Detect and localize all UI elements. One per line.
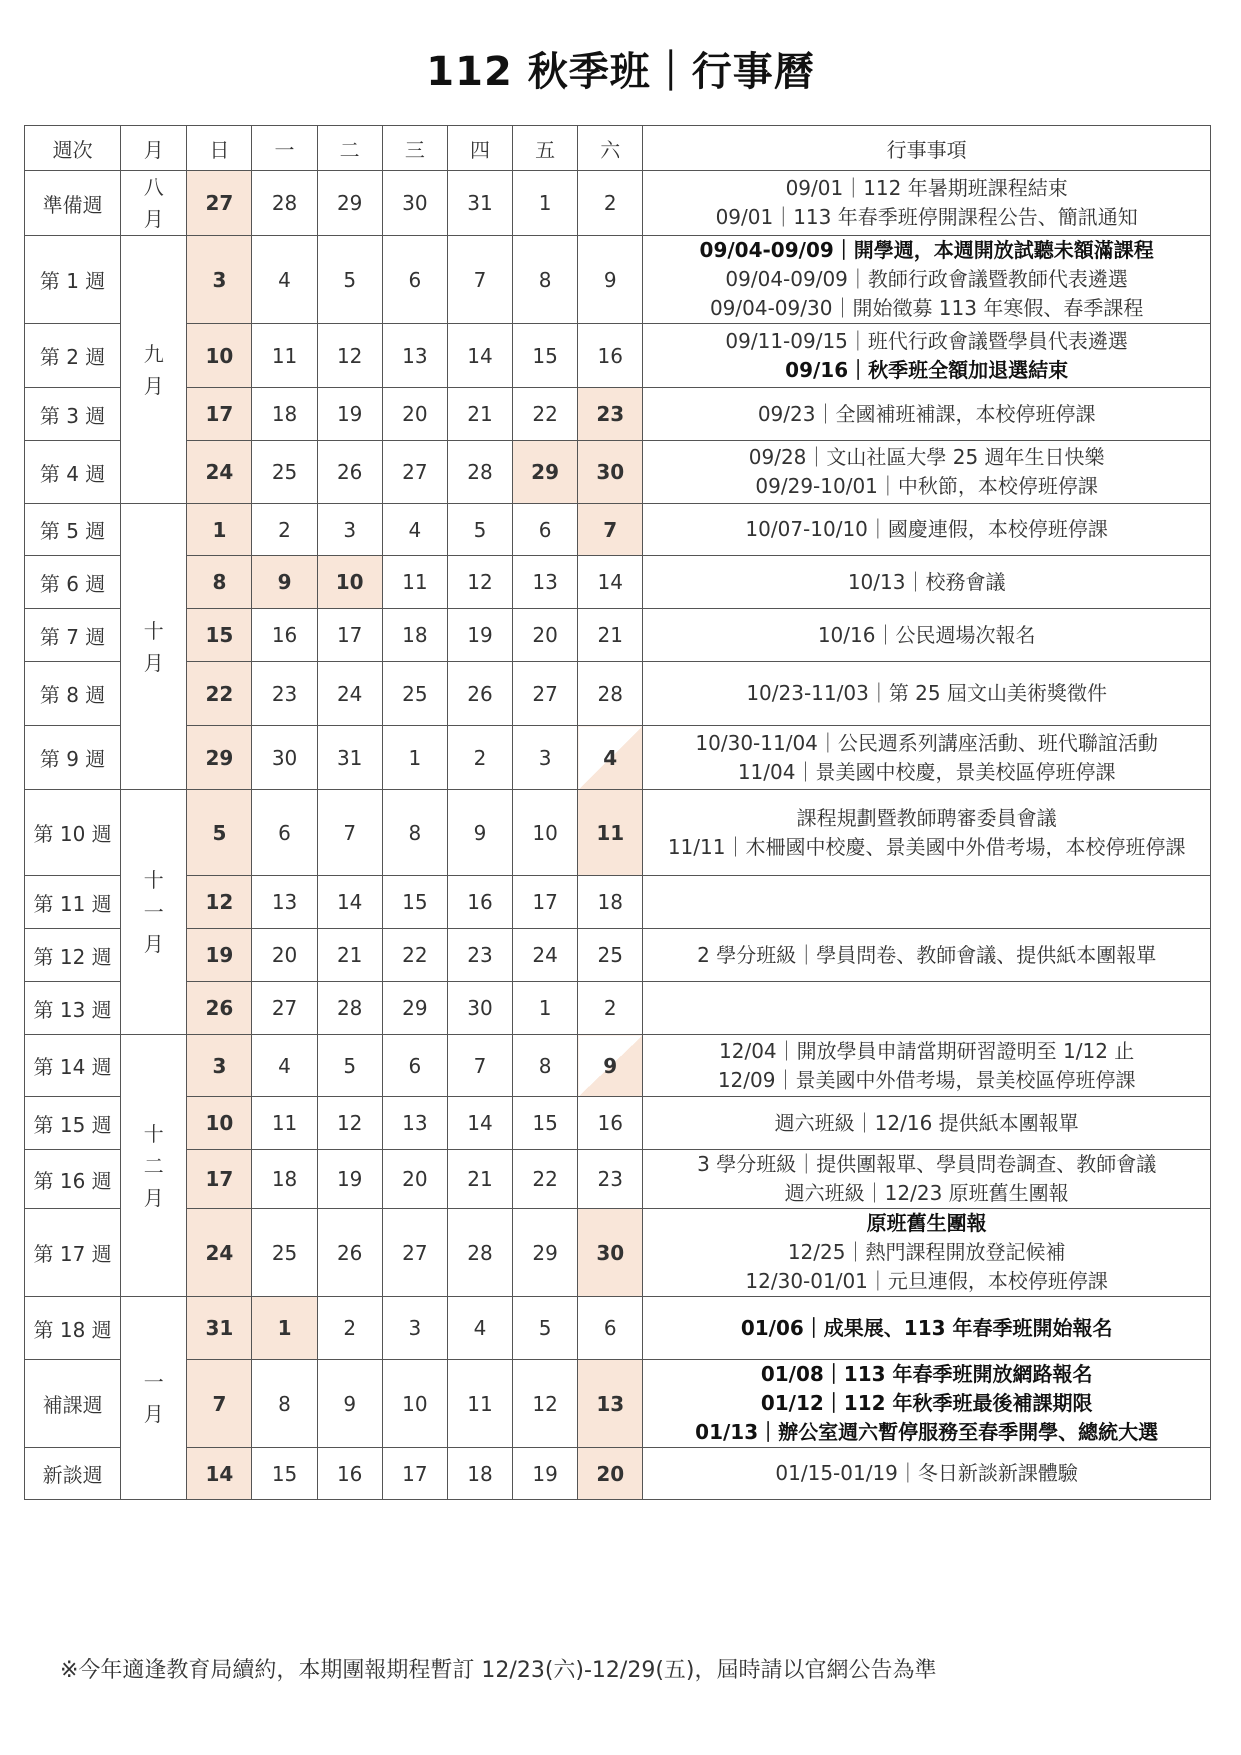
week-label: 補課週 xyxy=(25,1360,121,1448)
day-cell-wed: 22 xyxy=(382,929,447,982)
day-cell-wed: 11 xyxy=(382,556,447,609)
week-row xyxy=(25,441,1211,504)
day-cell-thu: 28 xyxy=(447,441,512,504)
day-cell-fri: 19 xyxy=(513,1448,578,1500)
events-cell xyxy=(643,609,1211,662)
day-cell-wed: 6 xyxy=(382,236,447,324)
day-cell-mon: 11 xyxy=(252,324,317,388)
day-cell-fri: 22 xyxy=(513,388,578,441)
day-cell-sat: 9 xyxy=(578,236,643,324)
event-item: 12/09｜景美國中外借考場，景美校區停班停課 xyxy=(717,1067,1136,1092)
day-cell-thu: 30 xyxy=(447,982,512,1035)
day-cell-sat: 4 xyxy=(578,726,643,790)
event-item: 課程規劃暨教師聘審委員會議 xyxy=(796,805,1057,830)
day-cell-tue: 24 xyxy=(317,662,382,726)
day-cell-sun: 19 xyxy=(187,929,252,982)
events-cell xyxy=(643,726,1211,790)
day-cell-sun: 17 xyxy=(187,388,252,441)
week-label: 新談週 xyxy=(25,1448,121,1500)
week-label: 第 16 週 xyxy=(25,1150,121,1209)
day-cell-thu: 21 xyxy=(447,388,512,441)
day-cell-mon: 4 xyxy=(252,1035,317,1097)
day-cell-sat: 7 xyxy=(578,504,643,556)
day-cell-mon: 16 xyxy=(252,609,317,662)
day-cell-fri: 10 xyxy=(513,790,578,876)
day-cell-tue: 12 xyxy=(317,324,382,388)
day-cell-sat: 16 xyxy=(578,1097,643,1150)
event-item: 09/04-09/30｜開始徵募 113 年寒假、春季課程 xyxy=(709,296,1144,320)
day-cell-sat: 21 xyxy=(578,609,643,662)
week-label: 第 9 週 xyxy=(25,726,121,790)
day-cell-thu: 4 xyxy=(447,1297,512,1360)
day-cell-thu: 18 xyxy=(447,1448,512,1500)
day-cell-mon: 25 xyxy=(252,441,317,504)
week-row xyxy=(25,236,1211,324)
day-cell-sat: 18 xyxy=(578,876,643,929)
week-row xyxy=(25,504,1211,556)
day-cell-tue: 16 xyxy=(317,1448,382,1500)
day-cell-thu: 11 xyxy=(447,1360,512,1448)
day-cell-sun: 27 xyxy=(187,171,252,236)
event-item: 09/11-09/15｜班代行政會議暨學員代表遴選 xyxy=(725,328,1128,353)
event-item: 01/15-01/19｜冬日新談新課體驗 xyxy=(775,1461,1078,1485)
day-cell-sat: 2 xyxy=(578,982,643,1035)
day-cell-sat: 23 xyxy=(578,1150,643,1209)
week-row xyxy=(25,982,1211,1035)
day-cell-sat: 2 xyxy=(578,171,643,236)
day-cell-thu: 14 xyxy=(447,1097,512,1150)
event-item: 11/04｜景美國中校慶，景美校區停班停課 xyxy=(737,759,1116,784)
events-cell xyxy=(643,1035,1211,1097)
events-cell xyxy=(643,1150,1211,1209)
day-cell-mon: 2 xyxy=(252,504,317,556)
day-cell-sun: 3 xyxy=(187,1035,252,1097)
event-item: 01/13｜辦公室週六暫停服務至春季開學、總統大選 xyxy=(695,1420,1159,1444)
week-row xyxy=(25,609,1211,662)
events-cell xyxy=(643,324,1211,388)
day-cell-mon: 18 xyxy=(252,388,317,441)
event-item: 01/08｜113 年春季班開放網路報名 xyxy=(760,1362,1093,1386)
day-cell-tue: 5 xyxy=(317,1035,382,1097)
week-label: 第 2 週 xyxy=(25,324,121,388)
day-cell-thu: 16 xyxy=(447,876,512,929)
day-cell-sat: 14 xyxy=(578,556,643,609)
week-label: 第 15 週 xyxy=(25,1097,121,1150)
page-title: 112 秋季班｜行事曆 xyxy=(426,49,815,95)
week-row xyxy=(25,790,1211,876)
day-cell-tue: 28 xyxy=(317,982,382,1035)
week-label: 第 11 週 xyxy=(25,876,121,929)
day-cell-tue: 17 xyxy=(317,609,382,662)
week-label: 第 13 週 xyxy=(25,982,121,1035)
day-cell-sat: 6 xyxy=(578,1297,643,1360)
event-item: 01/06｜成果展、113 年春季班開始報名 xyxy=(740,1315,1113,1340)
day-cell-wed: 4 xyxy=(382,504,447,556)
day-cell-wed: 30 xyxy=(382,171,447,236)
day-cell-thu: 14 xyxy=(447,324,512,388)
header-sun: 日 xyxy=(187,126,252,171)
day-cell-mon: 11 xyxy=(252,1097,317,1150)
day-cell-thu: 23 xyxy=(447,929,512,982)
week-row xyxy=(25,662,1211,726)
day-cell-sun: 22 xyxy=(187,662,252,726)
day-cell-tue: 12 xyxy=(317,1097,382,1150)
day-cell-wed: 20 xyxy=(382,388,447,441)
day-cell-mon: 6 xyxy=(252,790,317,876)
day-cell-tue: 7 xyxy=(317,790,382,876)
day-cell-sat: 23 xyxy=(578,388,643,441)
events-cell xyxy=(643,1297,1211,1360)
day-cell-thu: 26 xyxy=(447,662,512,726)
day-cell-fri: 8 xyxy=(513,1035,578,1097)
events-cell xyxy=(643,662,1211,726)
day-cell-sat: 28 xyxy=(578,662,643,726)
day-cell-wed: 27 xyxy=(382,1209,447,1297)
event-item: 10/30-11/04｜公民週系列講座活動、班代聯誼活動 xyxy=(695,730,1158,755)
event-item: 09/04-09/09｜教師行政會議暨教師代表遴選 xyxy=(725,267,1128,291)
month-nov: 十 一 月 xyxy=(121,790,187,1035)
day-cell-fri: 15 xyxy=(513,1097,578,1150)
week-label: 準備週 xyxy=(25,171,121,236)
event-item: 10/16｜公民週場次報名 xyxy=(817,622,1036,647)
day-cell-mon: 30 xyxy=(252,726,317,790)
week-row xyxy=(25,1448,1211,1500)
day-cell-mon: 15 xyxy=(252,1448,317,1500)
day-cell-sun: 10 xyxy=(187,1097,252,1150)
day-cell-tue: 19 xyxy=(317,388,382,441)
day-cell-wed: 29 xyxy=(382,982,447,1035)
week-label: 第 3 週 xyxy=(25,388,121,441)
events-cell xyxy=(643,388,1211,441)
events-cell xyxy=(643,441,1211,504)
day-cell-thu: 31 xyxy=(447,171,512,236)
day-cell-mon: 9 xyxy=(252,556,317,609)
week-row xyxy=(25,1035,1211,1097)
day-cell-thu: 7 xyxy=(447,1035,512,1097)
header-sat: 六 xyxy=(578,126,643,171)
day-cell-fri: 29 xyxy=(513,1209,578,1297)
day-cell-fri: 22 xyxy=(513,1150,578,1209)
day-cell-tue: 21 xyxy=(317,929,382,982)
day-cell-wed: 17 xyxy=(382,1448,447,1500)
week-row xyxy=(25,1097,1211,1150)
header-tue: 二 xyxy=(317,126,382,171)
day-cell-sat: 30 xyxy=(578,441,643,504)
events-cell xyxy=(643,876,1211,929)
day-cell-sun: 10 xyxy=(187,324,252,388)
events-cell xyxy=(643,236,1211,324)
day-cell-mon: 27 xyxy=(252,982,317,1035)
week-row xyxy=(25,556,1211,609)
week-label: 第 1 週 xyxy=(25,236,121,324)
day-cell-wed: 6 xyxy=(382,1035,447,1097)
event-item: 09/04-09/09｜開學週，本週開放試聽未額滿課程 xyxy=(699,238,1154,262)
day-cell-sun: 24 xyxy=(187,441,252,504)
day-cell-tue: 26 xyxy=(317,1209,382,1297)
day-cell-sat: 16 xyxy=(578,324,643,388)
day-cell-sun: 31 xyxy=(187,1297,252,1360)
day-cell-fri: 24 xyxy=(513,929,578,982)
day-cell-wed: 10 xyxy=(382,1360,447,1448)
event-item: 週六班級｜12/16 提供紙本團報單 xyxy=(774,1110,1079,1135)
day-cell-tue: 26 xyxy=(317,441,382,504)
week-label: 第 4 週 xyxy=(25,441,121,504)
event-item: 10/13｜校務會議 xyxy=(847,569,1006,594)
day-cell-wed: 13 xyxy=(382,324,447,388)
event-item: 10/07-10/10｜國慶連假，本校停班停課 xyxy=(745,517,1108,541)
event-item: 2 學分班級｜學員問卷、教師會議、提供紙本團報單 xyxy=(697,942,1157,967)
day-cell-sat: 20 xyxy=(578,1448,643,1500)
calendar-table xyxy=(24,125,1211,1500)
event-item: 12/25｜熱門課程開放登記候補 xyxy=(787,1240,1066,1264)
day-cell-mon: 13 xyxy=(252,876,317,929)
header-mon: 一 xyxy=(252,126,317,171)
month-aug: 八 月 xyxy=(121,171,187,236)
header-row xyxy=(25,126,1211,171)
day-cell-thu: 2 xyxy=(447,726,512,790)
week-row xyxy=(25,171,1211,236)
day-cell-wed: 27 xyxy=(382,441,447,504)
day-cell-wed: 15 xyxy=(382,876,447,929)
day-cell-mon: 8 xyxy=(252,1360,317,1448)
day-cell-sat: 9 xyxy=(578,1035,643,1097)
day-cell-fri: 8 xyxy=(513,236,578,324)
month-oct: 十 月 xyxy=(121,504,187,790)
day-cell-sun: 29 xyxy=(187,726,252,790)
week-label: 第 7 週 xyxy=(25,609,121,662)
day-cell-sun: 5 xyxy=(187,790,252,876)
day-cell-fri: 15 xyxy=(513,324,578,388)
day-cell-thu: 5 xyxy=(447,504,512,556)
header-thu: 四 xyxy=(447,126,512,171)
day-cell-wed: 18 xyxy=(382,609,447,662)
event-item: 12/30-01/01｜元旦連假，本校停班停課 xyxy=(745,1269,1108,1293)
events-cell xyxy=(643,1209,1211,1297)
day-cell-thu: 7 xyxy=(447,236,512,324)
day-cell-fri: 5 xyxy=(513,1297,578,1360)
month-dec: 十 二 月 xyxy=(121,1035,187,1297)
day-cell-tue: 3 xyxy=(317,504,382,556)
events-cell xyxy=(643,982,1211,1035)
week-row xyxy=(25,726,1211,790)
month-jan: 一 月 xyxy=(121,1297,187,1500)
day-cell-wed: 25 xyxy=(382,662,447,726)
day-cell-tue: 31 xyxy=(317,726,382,790)
day-cell-tue: 19 xyxy=(317,1150,382,1209)
event-item: 09/29-10/01｜中秋節，本校停班停課 xyxy=(755,474,1098,498)
event-item: 09/01｜112 年暑期班課程結束 xyxy=(785,176,1068,200)
day-cell-wed: 13 xyxy=(382,1097,447,1150)
week-row xyxy=(25,324,1211,388)
day-cell-sat: 30 xyxy=(578,1209,643,1297)
day-cell-sun: 15 xyxy=(187,609,252,662)
day-cell-thu: 12 xyxy=(447,556,512,609)
day-cell-fri: 1 xyxy=(513,982,578,1035)
day-cell-wed: 3 xyxy=(382,1297,447,1360)
day-cell-fri: 6 xyxy=(513,504,578,556)
day-cell-mon: 28 xyxy=(252,171,317,236)
week-label: 第 12 週 xyxy=(25,929,121,982)
day-cell-sun: 7 xyxy=(187,1360,252,1448)
week-label: 第 5 週 xyxy=(25,504,121,556)
day-cell-fri: 27 xyxy=(513,662,578,726)
day-cell-mon: 18 xyxy=(252,1150,317,1209)
day-cell-tue: 14 xyxy=(317,876,382,929)
day-cell-mon: 1 xyxy=(252,1297,317,1360)
day-cell-sun: 1 xyxy=(187,504,252,556)
day-cell-wed: 20 xyxy=(382,1150,447,1209)
day-cell-fri: 17 xyxy=(513,876,578,929)
event-item: 09/23｜全國補班補課，本校停班停課 xyxy=(757,401,1096,426)
day-cell-sun: 26 xyxy=(187,982,252,1035)
week-label: 第 10 週 xyxy=(25,790,121,876)
week-row xyxy=(25,1150,1211,1209)
week-row xyxy=(25,388,1211,441)
week-row xyxy=(25,876,1211,929)
day-cell-fri: 1 xyxy=(513,171,578,236)
day-cell-wed: 8 xyxy=(382,790,447,876)
events-cell xyxy=(643,556,1211,609)
events-cell xyxy=(643,504,1211,556)
day-cell-mon: 23 xyxy=(252,662,317,726)
day-cell-mon: 20 xyxy=(252,929,317,982)
event-item: 3 學分班級｜提供團報單、學員問卷調查、教師會議 xyxy=(697,1152,1157,1176)
day-cell-sun: 12 xyxy=(187,876,252,929)
event-item: 原班舊生團報 xyxy=(866,1211,987,1235)
events-cell xyxy=(643,1360,1211,1448)
event-item: 01/12｜112 年秋季班最後補課期限 xyxy=(760,1391,1093,1415)
day-cell-mon: 25 xyxy=(252,1209,317,1297)
day-cell-sun: 14 xyxy=(187,1448,252,1500)
day-cell-tue: 5 xyxy=(317,236,382,324)
day-cell-sat: 25 xyxy=(578,929,643,982)
day-cell-sun: 3 xyxy=(187,236,252,324)
day-cell-thu: 9 xyxy=(447,790,512,876)
day-cell-sat: 11 xyxy=(578,790,643,876)
day-cell-fri: 13 xyxy=(513,556,578,609)
event-item: 09/28｜文山社區大學 25 週年生日快樂 xyxy=(748,445,1105,469)
day-cell-fri: 29 xyxy=(513,441,578,504)
event-item: 09/16｜秋季班全額加退選結束 xyxy=(785,357,1069,382)
week-label: 第 18 週 xyxy=(25,1297,121,1360)
day-cell-sun: 17 xyxy=(187,1150,252,1209)
day-cell-wed: 1 xyxy=(382,726,447,790)
header-month: 月 xyxy=(121,126,187,171)
event-item: 10/23-11/03｜第 25 屆文山美術獎徵件 xyxy=(746,681,1107,705)
day-cell-sun: 8 xyxy=(187,556,252,609)
header-week: 週次 xyxy=(25,126,121,171)
day-cell-fri: 20 xyxy=(513,609,578,662)
event-item: 09/01｜113 年春季班停開課程公告、簡訊通知 xyxy=(715,205,1138,229)
header-fri: 五 xyxy=(513,126,578,171)
day-cell-tue: 9 xyxy=(317,1360,382,1448)
header-wed: 三 xyxy=(382,126,447,171)
event-item: 11/11｜木柵國中校慶、景美國中外借考場，本校停班停課 xyxy=(667,834,1186,859)
month-sep: 九 月 xyxy=(121,236,187,504)
week-label: 第 6 週 xyxy=(25,556,121,609)
day-cell-sat: 13 xyxy=(578,1360,643,1448)
week-label: 第 8 週 xyxy=(25,662,121,726)
day-cell-fri: 12 xyxy=(513,1360,578,1448)
events-cell xyxy=(643,171,1211,236)
week-row xyxy=(25,1209,1211,1297)
week-row xyxy=(25,929,1211,982)
header-events: 行事事項 xyxy=(643,126,1211,171)
week-row xyxy=(25,1360,1211,1448)
day-cell-fri: 3 xyxy=(513,726,578,790)
day-cell-tue: 10 xyxy=(317,556,382,609)
day-cell-thu: 19 xyxy=(447,609,512,662)
events-cell xyxy=(643,790,1211,876)
footnote: ※今年適逢教育局續約，本期團報期程暫訂 12/23(六)-12/29(五)，屆時請以官網公告為準 xyxy=(60,1658,937,1683)
event-item: 12/04｜開放學員申請當期研習證明至 1/12 止 xyxy=(719,1038,1135,1063)
day-cell-sun: 24 xyxy=(187,1209,252,1297)
events-cell xyxy=(643,1448,1211,1500)
events-cell xyxy=(643,929,1211,982)
day-cell-tue: 29 xyxy=(317,171,382,236)
day-cell-tue: 2 xyxy=(317,1297,382,1360)
day-cell-mon: 4 xyxy=(252,236,317,324)
event-item: 週六班級｜12/23 原班舊生團報 xyxy=(784,1181,1069,1205)
week-label: 第 14 週 xyxy=(25,1035,121,1097)
week-label: 第 17 週 xyxy=(25,1209,121,1297)
week-row xyxy=(25,1297,1211,1360)
day-cell-thu: 21 xyxy=(447,1150,512,1209)
day-cell-thu: 28 xyxy=(447,1209,512,1297)
events-cell xyxy=(643,1097,1211,1150)
